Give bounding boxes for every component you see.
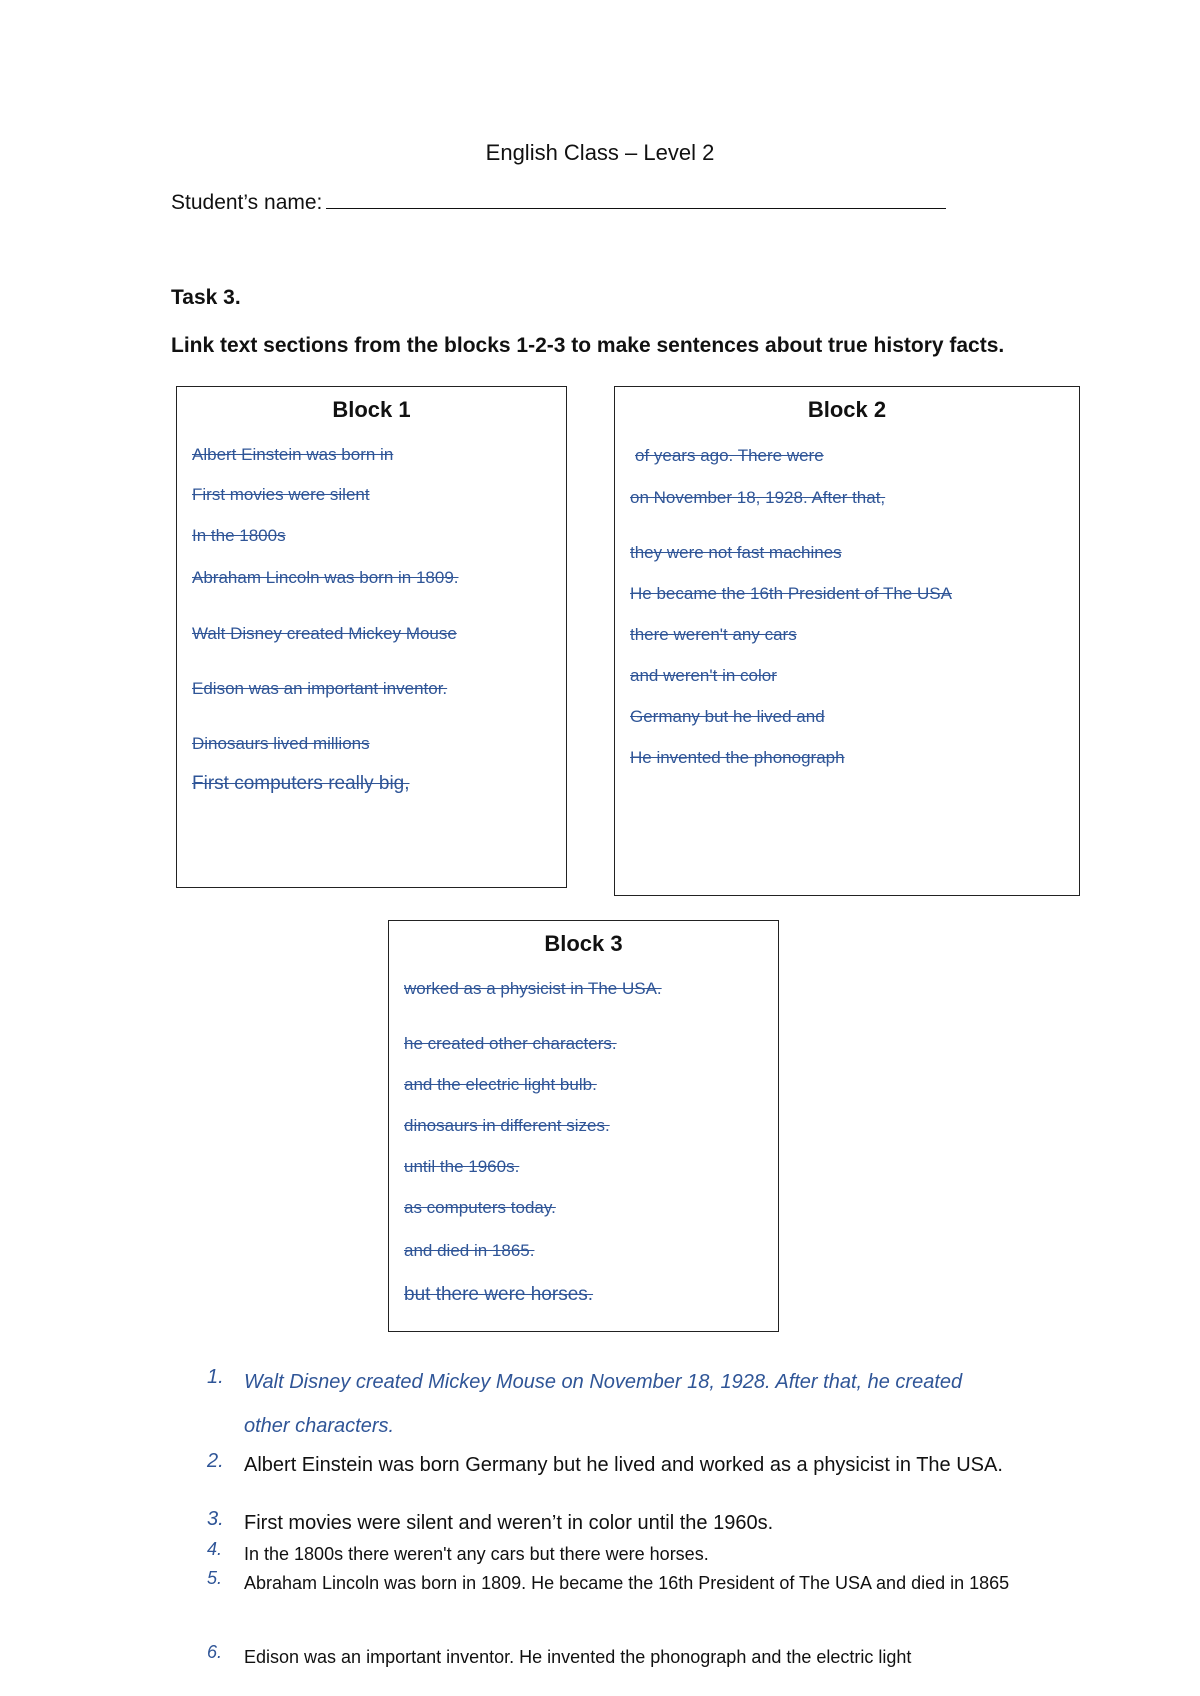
answer-text: First movies were silent and weren’t in color until the 1960s.	[244, 1512, 774, 1534]
answer-number: 4.	[207, 1539, 223, 1559]
task-label: Task 3.	[171, 286, 241, 309]
block-1-item: Abraham Lincoln was born in 1809.	[192, 568, 459, 587]
block-3-item: worked as a physicist in The USA.	[404, 979, 662, 998]
answer-number: 3.	[207, 1508, 224, 1530]
block-3-item: dinosaurs in different sizes.	[404, 1116, 610, 1135]
task-instruction: Link text sections from the blocks 1-2-3 to make sentences about true history facts.	[171, 334, 1005, 357]
block-1-item: Albert Einstein was born in	[192, 445, 394, 464]
block-3-item: he created other characters.	[404, 1034, 617, 1053]
block-1-item: Edison was an important inventor.	[192, 679, 448, 698]
block-1-item: First movies were silent	[192, 485, 370, 504]
block-1-item: First computers really big,	[192, 773, 410, 794]
block-2-item: on November 18, 1928. After that,	[630, 488, 886, 507]
block-2-item: He invented the phonograph	[630, 748, 845, 767]
block-3-item: and the electric light bulb.	[404, 1075, 597, 1094]
answer-number: 6.	[207, 1642, 223, 1662]
block-2-item: and weren't in color	[630, 666, 777, 685]
block-2-item: He became the 16th President of The USA	[630, 584, 952, 603]
block-3-item: but there were horses.	[404, 1284, 594, 1305]
answer-number: 5.	[207, 1568, 223, 1588]
block-1-item: Walt Disney created Mickey Mouse	[192, 624, 457, 643]
student-name-label: Student’s name:	[171, 191, 323, 214]
student-name-row	[171, 190, 946, 215]
block-3	[388, 920, 779, 1332]
answer-text: Abraham Lincoln was born in 1809. He became the 16th President of The USA and died in 1865	[244, 1573, 1010, 1593]
answer-text: Edison was an important inventor. He invented the phonograph and the electric light	[244, 1647, 912, 1667]
answer-number: 2.	[207, 1450, 224, 1472]
block-1-item: In the 1800s	[192, 526, 286, 545]
block-3-item: as computers today.	[404, 1198, 556, 1217]
answer-text: Albert Einstein was born Germany but he lived and worked as a physicist in The USA.	[244, 1454, 1003, 1476]
block-2-item: Germany but he lived and	[630, 707, 825, 726]
block-1	[176, 386, 567, 888]
block-1-title: Block 1	[332, 397, 411, 422]
student-name-line[interactable]	[326, 190, 946, 209]
page-title: English Class – Level 2	[485, 140, 715, 165]
block-2-item: there weren't any cars	[630, 625, 797, 644]
block-3-item: and died in 1865.	[404, 1241, 535, 1260]
answer-text: Walt Disney created Mickey Mouse on November 18, 1928. After that, he created other characters.	[244, 1371, 963, 1437]
block-1-item: Dinosaurs lived millions	[192, 734, 370, 753]
answer-number: 1.	[207, 1366, 224, 1388]
block-2-title: Block 2	[807, 397, 887, 422]
block-3-title: Block 3	[544, 931, 623, 956]
block-2-item: of years ago. There were	[635, 446, 824, 465]
answer-text: In the 1800s there weren't any cars but there were horses.	[244, 1544, 709, 1564]
block-2-item: they were not fast machines	[630, 543, 842, 562]
block-3-item: until the 1960s.	[404, 1157, 520, 1176]
block-2	[614, 386, 1080, 896]
